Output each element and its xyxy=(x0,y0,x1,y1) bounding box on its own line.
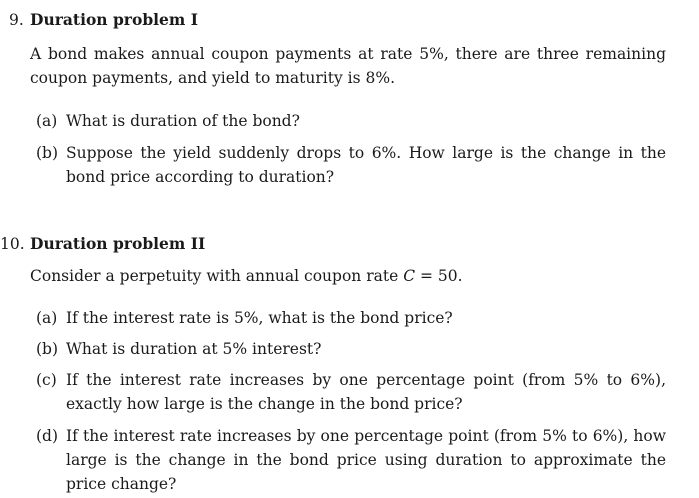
statement-prefix: Consider a perpetuity with annual coupon rate xyxy=(30,267,404,285)
problem-statement: A bond makes annual coupon payments at rate 5%, there are three remaining coupon payments, and yield to maturity is 8%. xyxy=(30,45,666,87)
problem-heading xyxy=(0,232,690,256)
part-label: (b) xyxy=(36,340,59,358)
part-label: (b) xyxy=(36,144,59,162)
part-label: (c) xyxy=(36,371,57,389)
problem-number: 9. xyxy=(9,11,24,29)
statement-suffix: = 50. xyxy=(415,267,463,285)
part-text: If the interest rate is 5%, what is the bond price? xyxy=(66,309,453,327)
problem-number: 10. xyxy=(0,235,25,253)
part-label: (a) xyxy=(36,112,58,130)
part-label: (d) xyxy=(36,427,59,445)
problem-9 xyxy=(0,8,690,186)
problem-title: Duration problem II xyxy=(30,234,206,253)
problem-heading xyxy=(0,8,690,32)
problem-title: Duration problem I xyxy=(30,10,198,29)
problem-10 xyxy=(0,232,690,493)
statement-variable: C xyxy=(403,267,416,285)
part-text: What is duration at 5% interest? xyxy=(66,340,322,358)
part-text: Suppose the yield suddenly drops to 6%. How large is the change in the bond price according to duration? xyxy=(66,144,666,186)
part-text: If the interest rate increases by one percentage point (from 5% to 6%), exactly how large is the change in the bond price? xyxy=(66,371,666,413)
part-text: If the interest rate increases by one percentage point (from 5% to 6%), how large is the change in the bond price using duration to approximate the price change? xyxy=(66,427,666,493)
part-label: (a) xyxy=(36,309,58,327)
part-text: What is duration of the bond? xyxy=(66,112,300,130)
problem-statement xyxy=(30,264,666,288)
